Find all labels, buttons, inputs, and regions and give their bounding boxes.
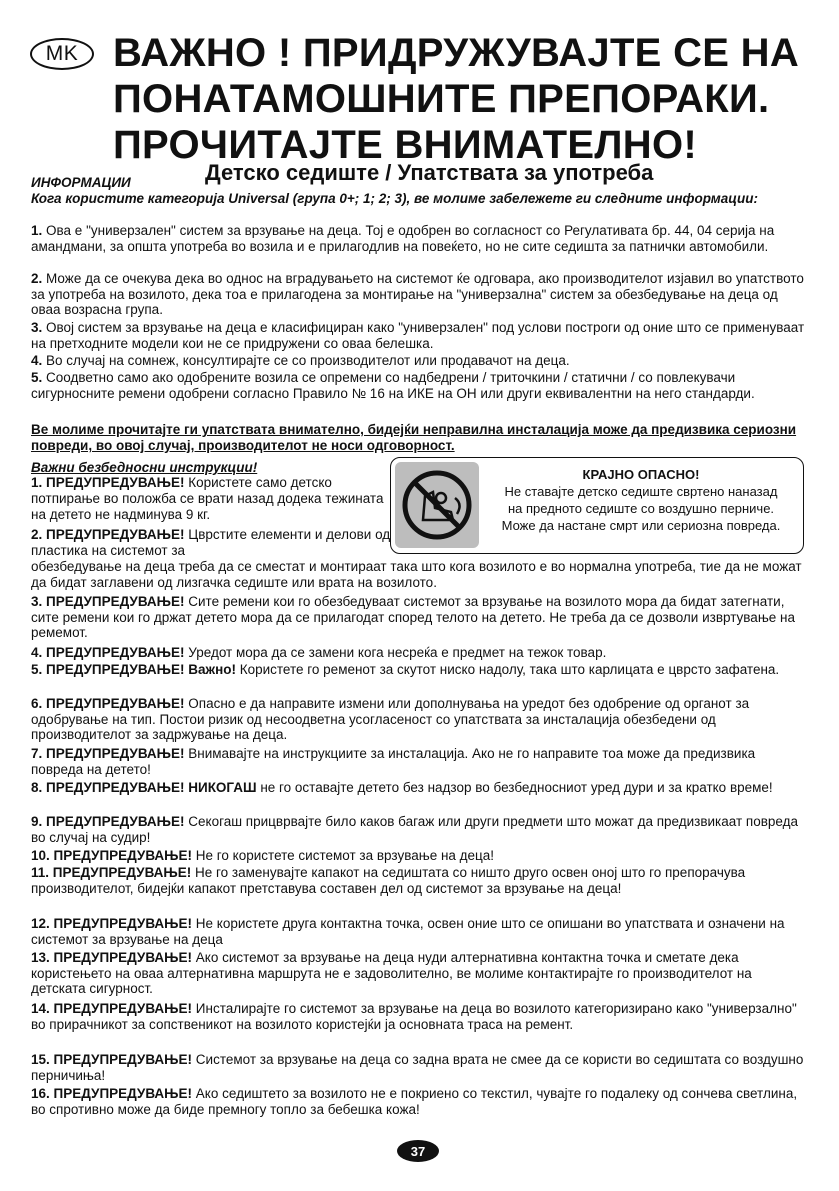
danger-text bbox=[483, 466, 799, 534]
headline-line-3: ПРОЧИТАЈТЕ ВНИМАТЕЛНО! bbox=[113, 123, 697, 167]
page-headline bbox=[113, 30, 833, 168]
warning-item-16: 16. ПРЕДУПРЕДУВАЊЕ! Ако седиштето за возилото не е покриено со текстил, чувајте го подалеку од сончева светлина, во спротивно може да биде премногу топло за бебешка кожа! bbox=[31, 1086, 798, 1117]
danger-line-2: на предното седиште со воздушно перниче. bbox=[507, 501, 775, 516]
warning-item-1: 1. ПРЕДУПРЕДУВАЊЕ! Користете само детско потпирање во положба се врати назад додека тежината на детето не надминува 9 кг. bbox=[31, 475, 384, 522]
warning-item-3: 3. ПРЕДУПРЕДУВАЊЕ! Сите ремени кои го обезбедуваат системот за врзување на возилото мора да бидат затегнати, сите ремени кои го држат детето мора да се прилагодат според телото на детето. Не треба да се дозволи извртување на ремемот. bbox=[31, 594, 796, 640]
warning-item-9: 9. ПРЕДУПРЕДУВАЊЕ! Секогаш прицврвајте било каков багаж или други предмети што можат да предизвикаат повреда во случај на судир! bbox=[31, 814, 799, 845]
headline-line-1: ВАЖНО ! ПРИДРУЖУВАЈТЕ СЕ НА bbox=[113, 31, 800, 75]
danger-title: КРАЈНО ОПАСНО! bbox=[582, 467, 700, 482]
info-item-4: 4. Во случај на сомнеж, консултирајте се со производителот или продавачот на деца. bbox=[31, 353, 570, 368]
danger-line-1: Не ставајте детско седиште свртено наназад bbox=[504, 484, 778, 499]
warning-item-14: 14. ПРЕДУПРЕДУВАЊЕ! Инсталирајте го системот за врзување на деца во возилото категоризирано како "универзално" во прирачникот за сопственикот на возилото користејќи ја основната траса на ремент. bbox=[31, 1001, 797, 1032]
info-item-2: 2. Може да се очекува дека во однос на вградувањето на системот ќе одговара, ако производителот изјавил во упатството за употреба на возилото, дека тоа е прилагодена за монтирање на "универзална" систем за обезбедување на деца од оваа возрасна група. bbox=[31, 271, 804, 317]
warning-item-15: 15. ПРЕДУПРЕДУВАЊЕ! Системот за врзување на деца со задна врата не смее да се користи во седиштата со воздушно перничиња! bbox=[31, 1052, 804, 1083]
headline-line-2: ПОНАТАМОШНИТЕ ПРЕПОРАКИ. bbox=[113, 77, 770, 121]
document-subtitle: Детско седиште / Упатствата за употреба bbox=[205, 160, 654, 185]
no-rear-facing-seat-airbag-icon bbox=[395, 462, 479, 548]
language-badge: MK bbox=[30, 38, 94, 70]
info-heading: ИНФОРМАЦИИ bbox=[31, 175, 131, 190]
danger-line-3: Може да настане смрт или сериозна повреда. bbox=[501, 518, 781, 533]
danger-notice bbox=[390, 457, 804, 554]
warning-item-4: 4. ПРЕДУПРЕДУВАЊЕ! Уредот мора да се замени кога несреќа е предмет на тежок товар. bbox=[31, 645, 607, 660]
warning-item-2-continued: обезбедување на деца треба да се сместат и монтираат така што кога возилото е во нормална употреба, тие да не можат да бидат заглавени од лизгачка седиште или врата на возилото. bbox=[31, 559, 802, 590]
intro-text: Кога користите категорија Universal (група 0+; 1; 2; 3), ве молиме забележете ги следните информации: bbox=[31, 191, 759, 206]
safety-heading: Важни безбедносни инструкции! bbox=[31, 460, 258, 475]
warning-item-6: 6. ПРЕДУПРЕДУВАЊЕ! Опасно е да направите измени или дополнувања на уредот без одобрение од органот за одобрување на тип. Постои ризик од несоодветна усогласеност со упатствата за инсталација обезбедени од производителот за задржување на деца. bbox=[31, 696, 750, 742]
warning-item-2: 2. ПРЕДУПРЕДУВАЊЕ! Цврстите елементи и делови од пластика на системот за bbox=[31, 527, 391, 558]
warning-item-7: 7. ПРЕДУПРЕДУВАЊЕ! Внимавајте на инструкциите за инсталација. Ако не го направите тоа може да предизвика повреда на детето! bbox=[31, 746, 756, 777]
read-instructions-warning: Ве молиме прочитајте ги упатствата внимателно, бидејќи неправилна инсталација може да предизвика сериозни повреди, во овој случај, производителот не носи одговорност. bbox=[31, 422, 797, 453]
warning-item-8: 8. ПРЕДУПРЕДУВАЊЕ! НИКОГАШ не го оставајте детето без надзор во безбедносниот уред дури и за кратко време! bbox=[31, 780, 773, 795]
warning-item-11: 11. ПРЕДУПРЕДУВАЊЕ! Не го заменувајте капакот на седиштата со ништо друго освен оној што го препорачува производителот, бидејќи капакот претставува составен дел од системот за врзување на деца! bbox=[31, 865, 746, 896]
warning-item-13: 13. ПРЕДУПРЕДУВАЊЕ! Ако системот за врзување на деца нуди алтернативна контактна точка и сметате дека користењето на оваа алтернативна маршрута не е задоволително, ве молиме контактирајте го производителот на детската сигурност. bbox=[31, 950, 752, 996]
info-item-1: 1. Ова е "универзален" систем за врзување на деца. Тој е одобрен во согласност со Регулативата бр. 44, 04 серија на амандмани, за општа употреба во возила и е прилагодлив на повеќето, но не сите седишта за патнички автомобили. bbox=[31, 223, 775, 254]
info-item-3: 3. Овој систем за врзување на деца е класифициран како "универзален" под услови построги од оние што се применуваат на претходните модели кои не се придружени со оваа белешка. bbox=[31, 320, 805, 351]
info-item-5: 5. Соодветно само ако одобрените возила се опремени со надбедрени / триточкини / статични / со повлекувачи сигурносните ремени одобрени согласно Правило № 16 на ИКЕ на ОН или други еквивалентни на него стандарди. bbox=[31, 370, 755, 401]
warning-item-5: 5. ПРЕДУПРЕДУВАЊЕ! Важно! Користете го ременот за скутот ниско надолу, така што карлицата е цврсто зафатена. bbox=[31, 662, 780, 677]
warning-item-12: 12. ПРЕДУПРЕДУВАЊЕ! Не користете друга контактна точка, освен оние што се опишани во упатствата и означени на системот за врзување на деца bbox=[31, 916, 785, 947]
warning-item-10: 10. ПРЕДУПРЕДУВАЊЕ! Не го користете системот за врзување на деца! bbox=[31, 848, 495, 863]
page-number: 37 bbox=[397, 1140, 439, 1162]
